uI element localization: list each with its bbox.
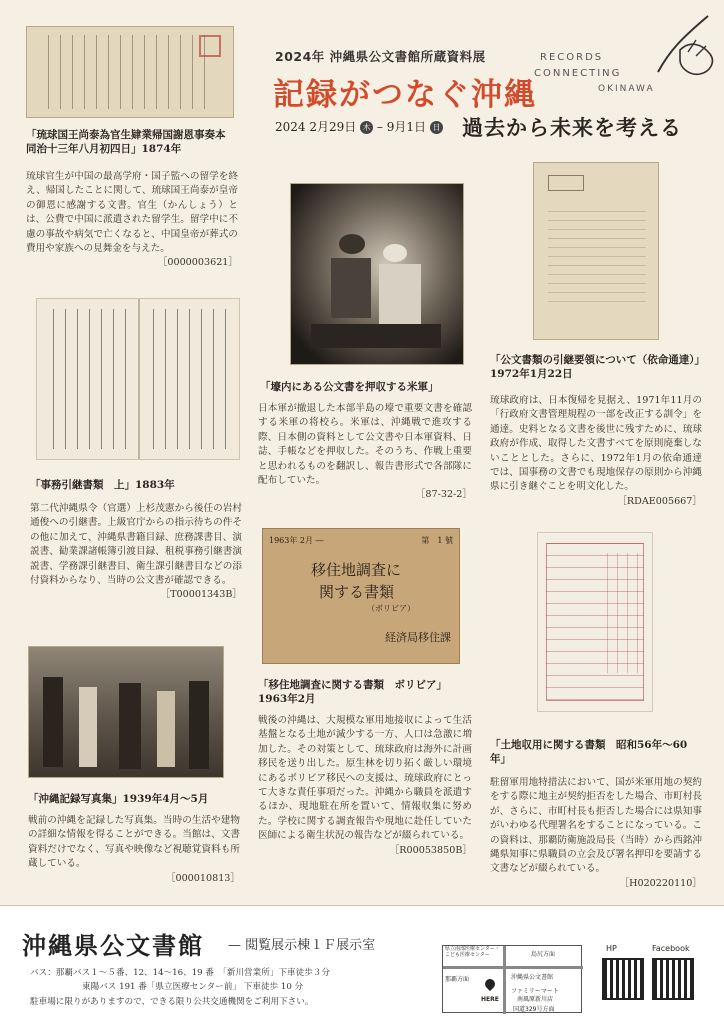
exhibit-dates <box>275 118 443 135</box>
text-okinawa-1939 <box>28 814 240 886</box>
photo-okinawa-1939 <box>28 646 224 778</box>
photo-handover-book <box>36 298 240 460</box>
body-land-documents: 駐留軍用地特措法において、国が米軍用地の契約をする際に地主が契約拒否をした場合、市町村長が、さらに、市町村長も拒否した場合には県知事がいわゆる代理署名をすることになっている。この資料は、那覇防衛施設局長（当時）から西銘沖縄県知事に県職員の立会及び署名押印を要請する文書などが綴られている。 <box>490 777 702 875</box>
caption-handover-book: 「事務引継書類 上」1883年 <box>30 479 175 491</box>
envelope-title-2: 関する書類 <box>319 583 395 601</box>
footer-location: — 閲覧展示棟１Ｆ展示室 <box>228 938 376 953</box>
text-land-documents <box>490 776 702 891</box>
english-line-1: RECORDS <box>540 52 604 63</box>
envelope-date: 1963年 2月 ― <box>269 536 324 545</box>
footer-bus-1: バス：那覇バス１～５番、12、14～16、19 番 「新川営業所」下車徒歩３分 <box>30 968 330 978</box>
ref-bolivia: ［R00053850B］ <box>389 844 472 856</box>
body-us-military: 日本軍が撤退した本部半島の壕で重要文書を確認する米軍の将校ら。米軍は、沖縄戦で進攻する際、日本側の資料として公文書や日本軍資料、日誌、手帳などを押収した。そのうち、作戦上重要と思われるものを翻訳し、報告書形式で各部隊に配布していた。 <box>258 403 472 486</box>
day-badge-start: 木 <box>360 121 373 134</box>
body-royal-memorial: 琉球官生が中国の最高学府・国子監への留学を終え、帰国したことに関して、琉球国王尚泰が皇帝の御恩に感謝する文書。官生（かんしょう）とは、公費で中国に派遣された留学生。留学中に不慮の事故や病気で亡くなると、中国皇帝が葬式の費用や家族への見舞金を与えた。 <box>26 171 238 254</box>
map-pin-icon <box>483 977 497 991</box>
caption-us-military: 「壕内にある公文書を押収する米軍」 <box>260 381 439 393</box>
map-archives: 沖縄県公文書館 <box>511 974 554 981</box>
envelope-department: 経済局移住課 <box>385 631 451 644</box>
photo-1972-circular <box>533 162 659 340</box>
footer-parking: 駐車場に限りがありますので、できる限り公共交通機関をご利用下さい。 <box>30 997 314 1007</box>
envelope-title-1: 移住地調査に <box>311 561 402 579</box>
ref-okinawa-1939: ［000010813］ <box>165 872 240 884</box>
photo-land-documents <box>537 532 653 712</box>
ref-us-military: ［87-32-2］ <box>415 489 472 501</box>
caption-okinawa-1939: 「沖縄記録写真集」1939年4月～5月 <box>28 793 209 805</box>
header-year-line: 2024年 沖縄県公文書館所蔵資料展 <box>275 49 486 64</box>
pen-hand-icon <box>650 10 720 82</box>
page-title: 記録がつなぐ沖縄 <box>273 77 537 113</box>
map-here: HERE <box>481 996 499 1003</box>
photo-bolivia-envelope <box>262 528 460 664</box>
caption-royal-memorial: 「琉球国王尚泰為官生肄業帰国謝恩事奏本 同治十三年八月初四日」1874年 <box>26 129 236 156</box>
date-start: 2024 2月29日 <box>275 120 357 134</box>
hp-label: HP <box>606 944 617 953</box>
map-shimajiri: 島尻方面 <box>531 951 556 958</box>
photo-us-military <box>290 183 464 365</box>
access-map <box>442 945 582 1013</box>
text-handover-book <box>30 502 242 603</box>
map-familymart: ファミリーマート <box>511 988 559 995</box>
map-naha: 那覇方面 <box>445 976 470 983</box>
ref-handover-book: ［T00001343B］ <box>160 589 242 601</box>
facebook-qr-code[interactable] <box>652 958 694 1000</box>
body-handover-book: 第二代沖縄県令（官選）上杉茂憲から後任の岩村通俊への引継書。上級官庁からの指示待ちの件その他に加えて、沖縄県書籍目録、庶務課書目、演説書、勧業課諸帳簿引渡目録、租税事務引継書演説書、学務課引継書目、衛生課引継書目などの添付資料からなり、当時の公文書が確認できる。 <box>30 503 242 586</box>
ref-royal-memorial: ［0000003621］ <box>157 257 238 269</box>
text-us-military <box>258 402 472 503</box>
footer-bus-2: 東陽バス 191 番「県立医療センター前」 下車徒歩 10 分 <box>82 982 304 992</box>
map-hospital: 県立南部医療センター・こども医療センター <box>445 946 500 958</box>
envelope-number: 第 1 號 <box>421 536 453 545</box>
photo-royal-memorial <box>26 26 234 118</box>
footer-org-name: 沖縄県公文書館 <box>22 932 204 960</box>
english-line-2: CONNECTING <box>534 68 622 79</box>
envelope-title-3: （ボリビア） <box>367 604 415 613</box>
english-line-3: OKINAWA <box>598 84 655 94</box>
caption-1972-circular: 「公文書類の引継要領について（依命通達）」1972年1月22日 <box>490 354 700 381</box>
body-bolivia: 戦後の沖縄は、大規模な軍用地接収によって生活基盤となる土地が減少する一方、人口は急激に増加した。その対策として、琉球政府は海外に計画移民を送り出した。原生林を切り拓く厳しい環境にあるボリビア移民への支援は、琉球政府にとって大きな責任事項だった。沖縄から職員を派遣するほか、現地駐在所を置いて、情報収集に努めた。学校に関する調査報告や現地に赴任していた医師による衛生状況の報告などが綴られている。 <box>258 715 472 842</box>
date-end: – 9月1日 <box>376 120 427 134</box>
ref-land-documents: ［H020220110］ <box>619 877 702 889</box>
ref-1972-circular: ［RDAE005667］ <box>617 495 702 507</box>
map-shinkawa: 南風原新川店 <box>517 996 554 1003</box>
body-1972-circular: 琉球政府は、日本復帰を見据え、1971年11月の「行政府文書管理規程の一部を改正する訓令」を通達。史料となる文書を後世に残すために、琉球政府が作成、取得した文書すべてを原則廃棄しないこととした。さらに、1972年1月の依命通達では、国事務の文書でも現地保存の原則から沖縄県に引き継ぐことを明文化した。 <box>490 395 702 493</box>
text-bolivia <box>258 714 472 858</box>
caption-bolivia: 「移住地調査に関する書類 ボリビア」1963年2月 <box>258 679 447 706</box>
caption-land-documents: 「土地収用に関する書類 昭和56年～60年」 <box>490 739 688 766</box>
day-badge-end: 日 <box>430 121 443 134</box>
text-1972-circular <box>490 394 702 509</box>
hp-qr-code[interactable] <box>602 958 644 1000</box>
body-okinawa-1939: 戦前の沖縄を記録した写真集。当時の生活や建物の詳細な情報を得ることができる。当館は、文書資料だけでなく、写真や映像など視聴覚資料も所蔵している。 <box>28 815 240 870</box>
map-route329: 国道329号方面 <box>513 1006 555 1013</box>
facebook-label: Facebook <box>652 944 690 953</box>
text-royal-memorial <box>26 170 238 271</box>
page-subtitle: 過去から未来を考える <box>462 116 682 140</box>
